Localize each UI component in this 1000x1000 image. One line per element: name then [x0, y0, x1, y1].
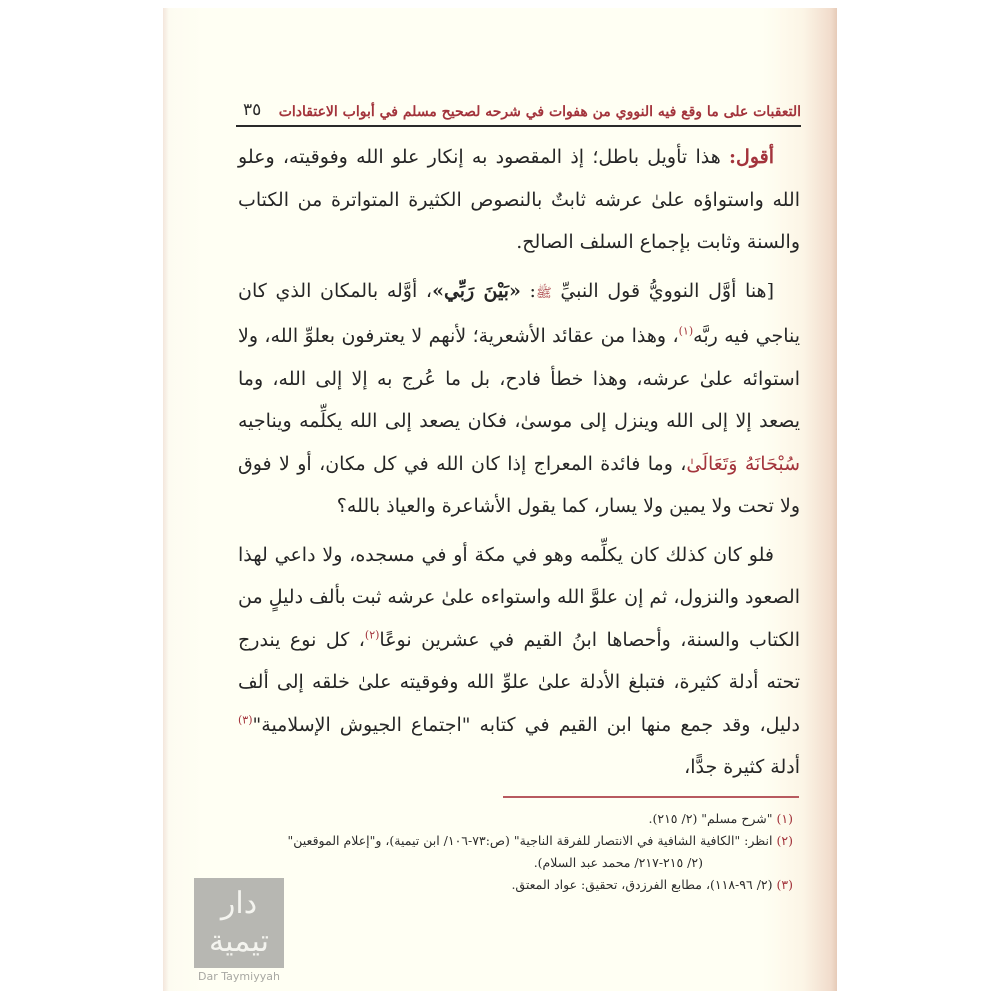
publisher-logo — [194, 878, 284, 988]
text-run: ، أوَّله بالمكان الذي كان يناجي فيه ربَّه — [238, 279, 800, 347]
text-run: ، كل نوع يندرج تحته أدلة كثيرة، فتبلغ الأدلة علىٰ علوِّ الله وفوقيته علىٰ خلقه إلى ألف دليل، وقد جمع منها ابن القيم في كتابه "اجتماع الجيوش الإسلامية" — [238, 628, 800, 736]
logo-arabic-line-2: تيمية — [209, 924, 269, 959]
footnote-2 — [233, 830, 793, 852]
paragraph-2 — [238, 270, 800, 528]
honorific-salla-icon: ﷺ — [535, 285, 552, 301]
text-run: فلو كان كذلك كان يكلِّمه وهو في مكة أو في مسجده، ولا داعي لهذا الصعود والنزول، ثم إن علوَّ الله واستواءه علىٰ عرشه ثبت بألف دليلٍ من الكتاب والسنة، وأحصاها ابنُ القيم في عشرين نوعًا — [238, 543, 801, 651]
header-title: التعقبات على ما وقع فيه النووي من هفوات في شرحه لصحيح مسلم في أبواب الاعتقادات — [278, 104, 801, 120]
footnote-text: انظر: "الكافية الشافية في الانتصار للفرقة الناجية" (ص:٧٣-١٠٦/ ابن تيمية)، و"إعلام الموقعين" — [287, 833, 773, 848]
footnotes — [233, 808, 793, 896]
hadith-quote: «بَيْنَ رَبِّي» — [432, 279, 521, 302]
paragraph-text: هذا تأويل باطل؛ إذ المقصود به إنكار علو الله وفوقيته، وعلو الله واستواؤه علىٰ عرشه ثابتٌ بالنصوص الكثيرة المتواترة من الكتاب والسنة وثابت بإجماع السلف الصالح. — [238, 146, 800, 253]
page-number: ٣٥ — [243, 100, 262, 120]
header-rule — [236, 125, 801, 127]
footnote-number: (٣) — [776, 877, 793, 892]
logo-mark-icon — [194, 878, 284, 968]
text-run: [هنا أوَّل النوويُّ قول النبيِّ — [551, 279, 774, 302]
book-page — [163, 8, 837, 991]
text-run: أدلة كثيرة جدًّا، — [684, 756, 800, 778]
text-run: ، وما فائدة المعراج إذا كان الله في كل مكان، أو لا فوق ولا تحت ولا يمين ولا يسار، كما يقول الأشاعرة والعياذ بالله؟ — [238, 452, 800, 517]
footnote-text: (٢/ ٩٦-١١٨)، مطابع الفرزدق، تحقيق: عواد المعتق. — [511, 877, 773, 892]
footnote-1 — [233, 808, 793, 830]
footnote-ref-3[interactable]: (٣) — [238, 713, 253, 727]
paragraph-3 — [238, 534, 800, 789]
footnote-3 — [233, 874, 793, 896]
footnote-rule — [503, 796, 799, 798]
paragraph-1 — [238, 136, 800, 264]
paragraph-lead: أقول: — [729, 146, 774, 168]
footnote-2-continuation: (٢/ ٢١٥-٢١٧/ محمد عبد السلام). — [533, 855, 703, 870]
text-run: : — [520, 279, 536, 302]
footnote-number: (٢) — [776, 833, 793, 848]
footnote-ref-1[interactable]: (١) — [678, 324, 694, 338]
footnote-number: (١) — [776, 811, 793, 826]
praise-phrase: سُبْحَانَهُ وَتَعَالَىٰ — [686, 452, 800, 475]
footnote-ref-2[interactable]: (٢) — [364, 628, 380, 642]
main-text — [238, 136, 800, 789]
footnote-text: "شرح مسلم" (٢/ ٢١٥). — [648, 811, 773, 826]
logo-arabic-line-1: دار — [220, 886, 258, 921]
logo-caption: Dar Taymiyyah — [198, 970, 280, 983]
text-run: ، وهذا من عقائد الأشعرية؛ لأنهم لا يعترفون بعلوِّ الله، ولا استوائه علىٰ عرشه، وهذا خطأ فادح، بل ما عُرج به إلا إلى الله، وما يصعد إلا إلى الله وينزل إلى موسىٰ، فكان يصعد إلى الله يكلِّمه ويناجيه — [238, 325, 800, 432]
running-header — [239, 90, 801, 120]
